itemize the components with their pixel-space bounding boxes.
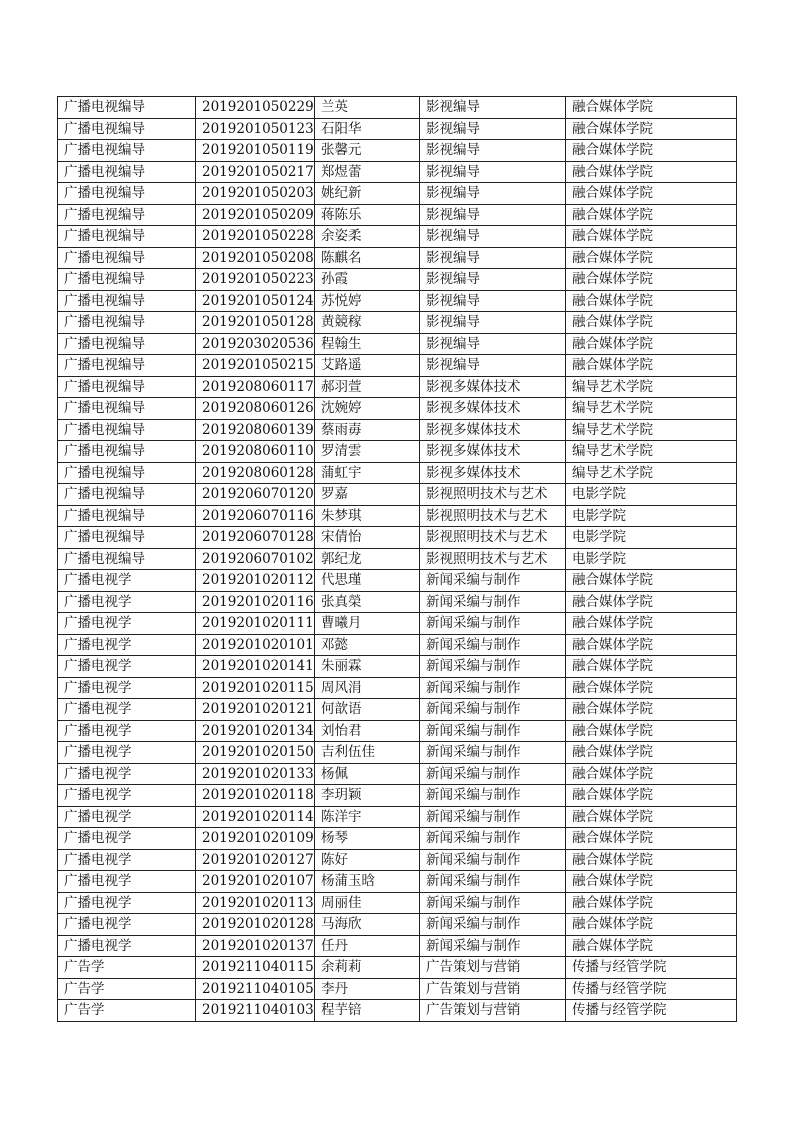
college-cell: 融合媒体学院 [566,355,737,377]
student-id-cell: 2019206070120 [196,484,315,506]
table-row [58,785,737,807]
student-name-cell: 吉利伍佳 [315,742,420,764]
college-cell: 融合媒体学院 [566,871,737,893]
direction-cell: 新闻采编与制作 [420,785,566,807]
major-cell: 广播电视编导 [58,118,196,140]
major-cell: 广播电视编导 [58,527,196,549]
student-name-cell: 张馨元 [315,140,420,162]
table-row [58,892,737,914]
table-row [58,613,737,635]
college-cell: 传播与经管学院 [566,957,737,979]
college-cell: 融合媒体学院 [566,312,737,334]
college-cell: 融合媒体学院 [566,97,737,119]
student-name-cell: 周风涓 [315,677,420,699]
table-row [58,720,737,742]
student-id-cell: 2019201020118 [196,785,315,807]
student-id-cell: 2019208060110 [196,441,315,463]
student-id-cell: 2019211040105 [196,978,315,1000]
major-cell: 广播电视学 [58,742,196,764]
student-name-cell: 李丹 [315,978,420,1000]
student-id-cell: 2019201020150 [196,742,315,764]
direction-cell: 新闻采编与制作 [420,828,566,850]
college-cell: 融合媒体学院 [566,892,737,914]
student-name-cell: 任丹 [315,935,420,957]
direction-cell: 广告策划与营销 [420,978,566,1000]
college-cell: 融合媒体学院 [566,806,737,828]
major-cell: 广播电视学 [58,785,196,807]
major-cell: 广播电视学 [58,871,196,893]
college-cell: 编导艺术学院 [566,419,737,441]
major-cell: 广告学 [58,957,196,979]
direction-cell: 影视编导 [420,226,566,248]
major-cell: 广播电视编导 [58,441,196,463]
direction-cell: 影视编导 [420,161,566,183]
table-row [58,333,737,355]
major-cell: 广播电视学 [58,613,196,635]
student-id-cell: 2019201020141 [196,656,315,678]
direction-cell: 新闻采编与制作 [420,699,566,721]
student-id-cell: 2019201020127 [196,849,315,871]
major-cell: 广播电视编导 [58,548,196,570]
direction-cell: 新闻采编与制作 [420,935,566,957]
student-id-cell: 2019201050223 [196,269,315,291]
student-id-cell: 2019201050208 [196,247,315,269]
college-cell: 编导艺术学院 [566,398,737,420]
major-cell: 广播电视编导 [58,505,196,527]
student-name-cell: 刘怡君 [315,720,420,742]
major-cell: 广播电视编导 [58,204,196,226]
college-cell: 融合媒体学院 [566,161,737,183]
direction-cell: 影视多媒体技术 [420,419,566,441]
table-row [58,247,737,269]
table-row [58,634,737,656]
student-name-cell: 石阳华 [315,118,420,140]
student-name-cell: 陈洋宇 [315,806,420,828]
college-cell: 融合媒体学院 [566,699,737,721]
student-id-cell: 2019201020114 [196,806,315,828]
college-cell: 融合媒体学院 [566,118,737,140]
table-row [58,183,737,205]
major-cell: 广播电视学 [58,763,196,785]
college-cell: 传播与经管学院 [566,978,737,1000]
major-cell: 广播电视编导 [58,290,196,312]
student-id-cell: 2019201050215 [196,355,315,377]
direction-cell: 影视照明技术与艺术 [420,548,566,570]
table-row [58,484,737,506]
student-id-cell: 2019201050228 [196,226,315,248]
table-row [58,548,737,570]
student-name-cell: 宋倩怡 [315,527,420,549]
college-cell: 融合媒体学院 [566,914,737,936]
direction-cell: 影视编导 [420,269,566,291]
student-id-cell: 2019201020111 [196,613,315,635]
student-id-cell: 2019201050128 [196,312,315,334]
college-cell: 电影学院 [566,548,737,570]
direction-cell: 影视编导 [420,290,566,312]
student-name-cell: 朱梦琪 [315,505,420,527]
table-row [58,419,737,441]
student-id-cell: 2019206070102 [196,548,315,570]
student-name-cell: 杨琴 [315,828,420,850]
table-row [58,97,737,119]
table-row [58,935,737,957]
student-id-cell: 2019201020113 [196,892,315,914]
student-id-cell: 2019201050123 [196,118,315,140]
student-name-cell: 曹曦月 [315,613,420,635]
table-row [58,1000,737,1022]
major-cell: 广播电视学 [58,935,196,957]
direction-cell: 影视编导 [420,183,566,205]
major-cell: 广播电视编导 [58,269,196,291]
student-name-cell: 苏悦婷 [315,290,420,312]
major-cell: 广播电视学 [58,634,196,656]
college-cell: 融合媒体学院 [566,290,737,312]
student-id-cell: 2019201020115 [196,677,315,699]
major-cell: 广播电视学 [58,892,196,914]
student-id-cell: 2019201050217 [196,161,315,183]
student-name-cell: 陈麒名 [315,247,420,269]
direction-cell: 影视编导 [420,355,566,377]
college-cell: 融合媒体学院 [566,269,737,291]
student-id-cell: 2019206070116 [196,505,315,527]
table-row [58,290,737,312]
major-cell: 广播电视编导 [58,140,196,162]
student-id-cell: 2019211040103 [196,1000,315,1022]
student-id-cell: 2019208060117 [196,376,315,398]
student-id-cell: 2019201050209 [196,204,315,226]
table-row [58,828,737,850]
college-cell: 融合媒体学院 [566,634,737,656]
student-id-cell: 2019208060139 [196,419,315,441]
college-cell: 融合媒体学院 [566,763,737,785]
table-row [58,118,737,140]
student-name-cell: 孙霞 [315,269,420,291]
student-id-cell: 2019201020134 [196,720,315,742]
direction-cell: 影视多媒体技术 [420,462,566,484]
table-row [58,978,737,1000]
table-row [58,677,737,699]
student-id-cell: 2019208060126 [196,398,315,420]
direction-cell: 影视编导 [420,118,566,140]
college-cell: 电影学院 [566,484,737,506]
major-cell: 广播电视编导 [58,226,196,248]
student-name-cell: 陈好 [315,849,420,871]
table-row [58,161,737,183]
direction-cell: 影视照明技术与艺术 [420,527,566,549]
direction-cell: 新闻采编与制作 [420,806,566,828]
major-cell: 广播电视学 [58,591,196,613]
major-cell: 广播电视编导 [58,312,196,334]
major-cell: 广播电视编导 [58,398,196,420]
student-name-cell: 蔡雨毐 [315,419,420,441]
student-name-cell: 郝羽萱 [315,376,420,398]
table-row [58,441,737,463]
major-cell: 广播电视编导 [58,484,196,506]
direction-cell: 影视编导 [420,97,566,119]
table-row [58,355,737,377]
table-row [58,376,737,398]
major-cell: 广播电视学 [58,570,196,592]
table-row [58,742,737,764]
student-name-cell: 张真榮 [315,591,420,613]
student-id-cell: 2019201020109 [196,828,315,850]
direction-cell: 影视照明技术与艺术 [420,505,566,527]
college-cell: 编导艺术学院 [566,462,737,484]
student-name-cell: 杨蒲玉晗 [315,871,420,893]
table-row [58,763,737,785]
direction-cell: 影视多媒体技术 [420,376,566,398]
college-cell: 融合媒体学院 [566,785,737,807]
student-list-body [58,97,737,1022]
table-row [58,462,737,484]
student-id-cell: 2019201020116 [196,591,315,613]
direction-cell: 新闻采编与制作 [420,892,566,914]
student-id-cell: 2019201020137 [196,935,315,957]
college-cell: 融合媒体学院 [566,570,737,592]
college-cell: 编导艺术学院 [566,441,737,463]
college-cell: 融合媒体学院 [566,204,737,226]
student-name-cell: 兰英 [315,97,420,119]
college-cell: 融合媒体学院 [566,656,737,678]
direction-cell: 新闻采编与制作 [420,914,566,936]
major-cell: 广播电视编导 [58,419,196,441]
student-id-cell: 2019201020121 [196,699,315,721]
direction-cell: 影视多媒体技术 [420,441,566,463]
direction-cell: 广告策划与营销 [420,957,566,979]
direction-cell: 新闻采编与制作 [420,634,566,656]
direction-cell: 新闻采编与制作 [420,763,566,785]
student-id-cell: 2019201050203 [196,183,315,205]
college-cell: 电影学院 [566,505,737,527]
major-cell: 广播电视学 [58,828,196,850]
direction-cell: 新闻采编与制作 [420,591,566,613]
student-id-cell: 2019201020107 [196,871,315,893]
student-name-cell: 蒲虹宇 [315,462,420,484]
college-cell: 融合媒体学院 [566,849,737,871]
direction-cell: 新闻采编与制作 [420,570,566,592]
student-name-cell: 邓懿 [315,634,420,656]
student-name-cell: 黄競稼 [315,312,420,334]
table-row [58,204,737,226]
table-row [58,849,737,871]
college-cell: 融合媒体学院 [566,591,737,613]
table-row [58,269,737,291]
student-id-cell: 2019203020536 [196,333,315,355]
student-name-cell: 郑煜蕾 [315,161,420,183]
major-cell: 广播电视编导 [58,333,196,355]
student-name-cell: 余莉莉 [315,957,420,979]
table-row [58,957,737,979]
direction-cell: 影视编导 [420,140,566,162]
major-cell: 广播电视编导 [58,161,196,183]
direction-cell: 新闻采编与制作 [420,742,566,764]
major-cell: 广播电视编导 [58,462,196,484]
table-row [58,656,737,678]
student-list-table [57,96,737,1022]
student-id-cell: 2019206070128 [196,527,315,549]
major-cell: 广播电视学 [58,806,196,828]
student-name-cell: 马海欣 [315,914,420,936]
table-row [58,226,737,248]
college-cell: 融合媒体学院 [566,140,737,162]
student-name-cell: 罗清雲 [315,441,420,463]
table-row [58,140,737,162]
student-id-cell: 2019201050229 [196,97,315,119]
major-cell: 广播电视编导 [58,247,196,269]
major-cell: 广播电视编导 [58,97,196,119]
major-cell: 广播电视学 [58,656,196,678]
student-name-cell: 余姿柔 [315,226,420,248]
college-cell: 融合媒体学院 [566,333,737,355]
table-row [58,570,737,592]
table-row [58,312,737,334]
direction-cell: 广告策划与营销 [420,1000,566,1022]
student-id-cell: 2019208060128 [196,462,315,484]
student-id-cell: 2019211040115 [196,957,315,979]
direction-cell: 新闻采编与制作 [420,613,566,635]
direction-cell: 影视编导 [420,333,566,355]
direction-cell: 新闻采编与制作 [420,849,566,871]
college-cell: 融合媒体学院 [566,247,737,269]
student-name-cell: 蒋陈乐 [315,204,420,226]
college-cell: 融合媒体学院 [566,183,737,205]
table-row [58,871,737,893]
student-name-cell: 周丽佳 [315,892,420,914]
table-row [58,591,737,613]
major-cell: 广播电视学 [58,914,196,936]
student-id-cell: 2019201050119 [196,140,315,162]
college-cell: 融合媒体学院 [566,677,737,699]
student-name-cell: 沈婉婷 [315,398,420,420]
college-cell: 融合媒体学院 [566,613,737,635]
direction-cell: 影视照明技术与艺术 [420,484,566,506]
direction-cell: 新闻采编与制作 [420,720,566,742]
college-cell: 融合媒体学院 [566,742,737,764]
college-cell: 融合媒体学院 [566,226,737,248]
student-name-cell: 程芋锫 [315,1000,420,1022]
student-name-cell: 姚纪新 [315,183,420,205]
student-name-cell: 郭纪龙 [315,548,420,570]
student-id-cell: 2019201050124 [196,290,315,312]
table-row [58,527,737,549]
student-name-cell: 何歆语 [315,699,420,721]
student-name-cell: 李玥颖 [315,785,420,807]
student-id-cell: 2019201020128 [196,914,315,936]
student-name-cell: 朱丽霖 [315,656,420,678]
student-id-cell: 2019201020112 [196,570,315,592]
college-cell: 融合媒体学院 [566,935,737,957]
major-cell: 广播电视编导 [58,355,196,377]
major-cell: 广播电视编导 [58,376,196,398]
student-name-cell: 代思瑾 [315,570,420,592]
student-name-cell: 艾路遥 [315,355,420,377]
major-cell: 广播电视学 [58,849,196,871]
direction-cell: 新闻采编与制作 [420,871,566,893]
direction-cell: 影视编导 [420,247,566,269]
direction-cell: 影视编导 [420,312,566,334]
table-row [58,398,737,420]
direction-cell: 影视多媒体技术 [420,398,566,420]
direction-cell: 新闻采编与制作 [420,656,566,678]
college-cell: 传播与经管学院 [566,1000,737,1022]
major-cell: 广播电视学 [58,677,196,699]
table-row [58,699,737,721]
college-cell: 编导艺术学院 [566,376,737,398]
major-cell: 广告学 [58,1000,196,1022]
college-cell: 融合媒体学院 [566,828,737,850]
college-cell: 电影学院 [566,527,737,549]
table-row [58,806,737,828]
direction-cell: 新闻采编与制作 [420,677,566,699]
table-row [58,914,737,936]
student-id-cell: 2019201020133 [196,763,315,785]
major-cell: 广播电视学 [58,720,196,742]
major-cell: 广播电视编导 [58,183,196,205]
direction-cell: 影视编导 [420,204,566,226]
major-cell: 广告学 [58,978,196,1000]
student-name-cell: 程翰生 [315,333,420,355]
major-cell: 广播电视学 [58,699,196,721]
table-row [58,505,737,527]
student-name-cell: 杨佩 [315,763,420,785]
college-cell: 融合媒体学院 [566,720,737,742]
student-name-cell: 罗嘉 [315,484,420,506]
student-id-cell: 2019201020101 [196,634,315,656]
